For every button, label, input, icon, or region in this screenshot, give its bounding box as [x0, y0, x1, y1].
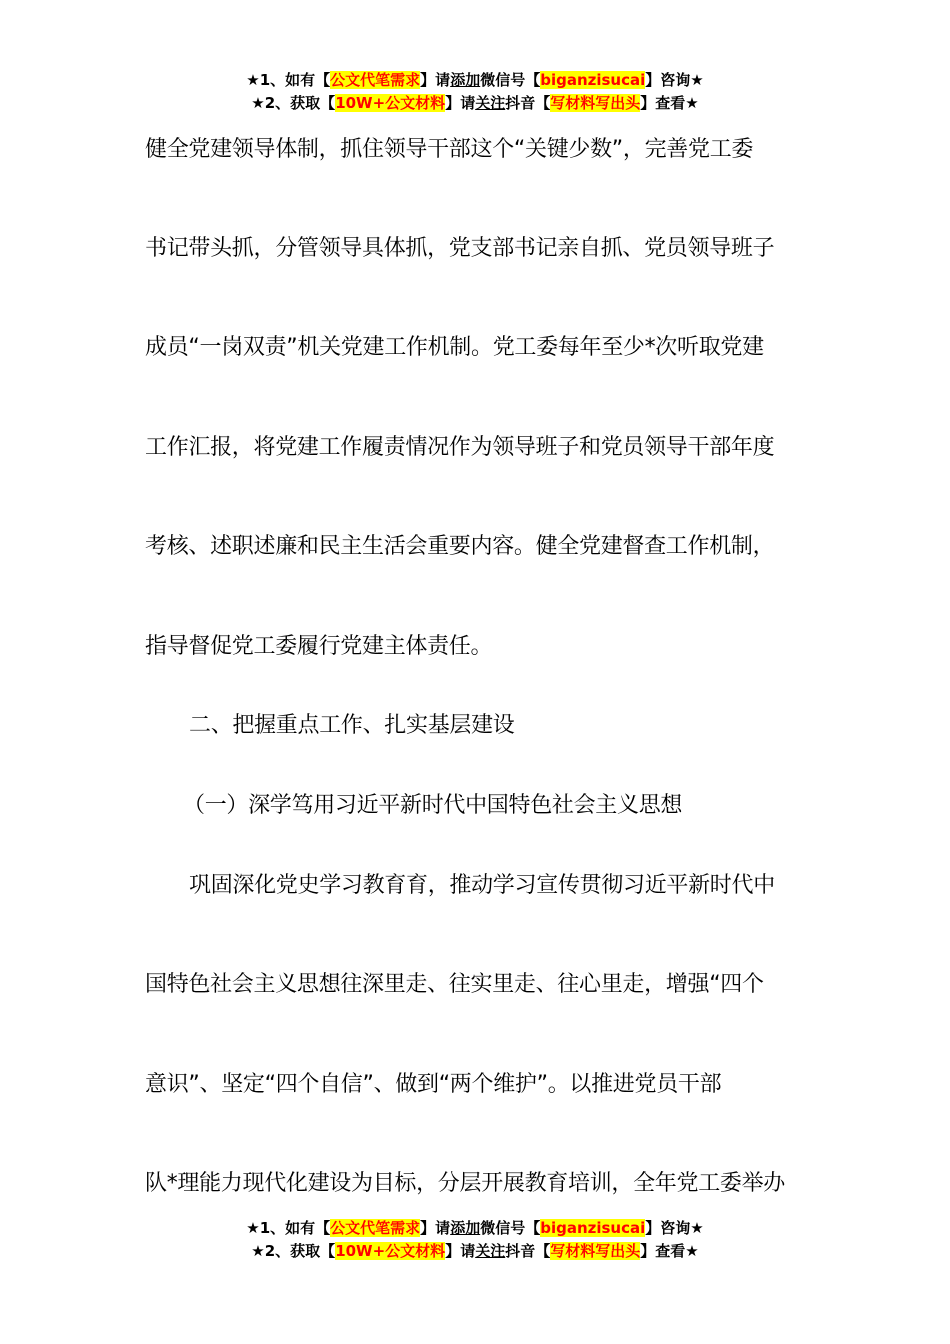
document-line: 指导督促党工委履行党建主体责任。	[145, 634, 493, 659]
promo-wechat-id: biganzisucai	[540, 71, 646, 89]
document-line: 工作汇报，将党建工作履责情况作为领导班子和党员领导干部年度	[145, 435, 775, 460]
promo-banner-bottom	[0, 1217, 950, 1263]
document-line: 队*理能力现代化建设为目标，分层开展教育培训，全年党工委举办	[145, 1171, 786, 1196]
promo-douyin-id: 写材料写出头	[550, 94, 641, 112]
promo-highlight: 10W+公文材料	[335, 94, 446, 112]
subsection-heading: （一）深学笃用习近平新时代中国特色社会主义思想	[183, 793, 683, 818]
document-line: 巩固深化党史学习教育育，推动学习宣传贯彻习近平新时代中	[189, 873, 775, 898]
document-line: 健全党建领导体制，抓住领导干部这个“关键少数”，完善党工委	[145, 137, 754, 162]
document-line: 考核、述职述廉和民主生活会重要内容。健全党建督查工作机制，	[145, 534, 775, 559]
promo-line-2: ★2、获取【10W+公文材料】请关注抖音【写材料写出头】查看★	[251, 1242, 699, 1260]
document-line: 国特色社会主义思想往深里走、往实里走、往心里走，增强“四个	[145, 972, 764, 997]
promo-highlight: 公文代笔需求	[330, 1219, 421, 1237]
promo-highlight: 公文代笔需求	[330, 71, 421, 89]
document-line: 意识”、坚定“四个自信”、做到“两个维护”。以推进党员干部	[145, 1072, 722, 1097]
promo-line-1: ★1、如有【公文代笔需求】请添加微信号【biganzisucai】咨询★	[246, 1219, 704, 1237]
promo-banner-top	[0, 69, 950, 115]
promo-douyin-id: 写材料写出头	[550, 1242, 641, 1260]
promo-wechat-id: biganzisucai	[540, 1219, 646, 1237]
document-line: 书记带头抓，分管领导具体抓，党支部书记亲自抓、党员领导班子	[145, 236, 775, 261]
document-line: 成员“一岗双责”机关党建工作机制。党工委每年至少*次听取党建	[145, 335, 764, 360]
promo-line-1: ★1、如有【公文代笔需求】请添加微信号【biganzisucai】咨询★	[246, 71, 704, 89]
promo-highlight: 10W+公文材料	[335, 1242, 446, 1260]
promo-line-2: ★2、获取【10W+公文材料】请关注抖音【写材料写出头】查看★	[251, 94, 699, 112]
section-heading: 二、把握重点工作、扎实基层建设	[189, 713, 515, 738]
